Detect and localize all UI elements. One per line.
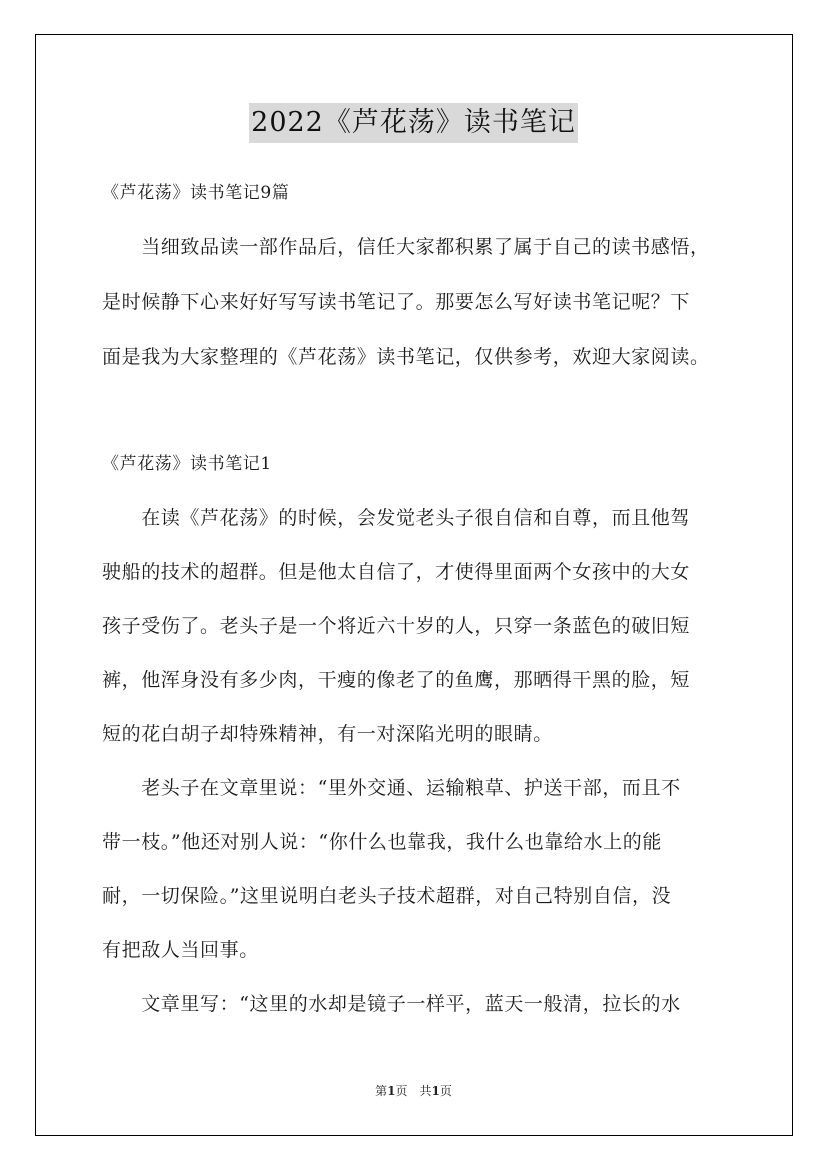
document-title: 2022《芦花荡》读书笔记 — [249, 103, 578, 143]
paragraph-line: 带一枝。”他还对别人说：“你什么也靠我，我什么也靠给水上的能 — [102, 831, 662, 853]
paragraph-line: 文章里写：“这里的水却是镜子一样平，蓝天一般清，拉长的水 — [102, 993, 681, 1015]
page-label-prefix: 第 — [375, 1084, 388, 1098]
paragraph-line: 孩子受伤了。老头子是一个将近六十岁的人，只穿一条蓝色的破旧短 — [102, 615, 691, 637]
paragraph-line: 在读《芦花荡》的时候，会发觉老头子很自信和自尊，而且他驾 — [102, 507, 691, 529]
total-label-suffix: 页 — [439, 1084, 452, 1098]
paragraph-line: 驶船的技术的超群。但是他太自信了，才使得里面两个女孩中的大女 — [102, 561, 691, 583]
document-subtitle: 《芦花荡》读书笔记9篇 — [102, 183, 290, 203]
paragraph-line: 老头子在文章里说：“里外交通、运输粮草、护送干部，而且不 — [102, 777, 681, 799]
page-label-suffix: 页 共 — [395, 1084, 432, 1098]
page-footer — [0, 1082, 827, 1099]
page-number: 1 — [387, 1084, 396, 1098]
paragraph-line: 耐，一切保险。”这里说明白老头子技术超群，对自己特别自信，没 — [102, 885, 672, 907]
intro-line: 当细致品读一部作品后，信任大家都积累了属于自己的读书感悟， — [102, 236, 710, 258]
intro-line: 面是我为大家整理的《芦花荡》读书笔记，仅供参考，欢迎大家阅读。 — [102, 346, 710, 368]
paragraph-line: 有把敌人当回事。 — [102, 939, 259, 961]
intro-line: 是时候静下心来好好写写读书笔记了。那要怎么写好读书笔记呢？下 — [102, 291, 691, 313]
paragraph-line: 裤，他浑身没有多少肉，干瘦的像老了的鱼鹰，那晒得干黑的脸，短 — [102, 669, 691, 691]
section-heading: 《芦花荡》读书笔记1 — [102, 454, 272, 474]
total-pages: 1 — [431, 1084, 440, 1098]
title-wrap — [0, 103, 827, 143]
paragraph-line: 短的花白胡子却特殊精神，有一对深陷光明的眼睛。 — [102, 723, 553, 745]
